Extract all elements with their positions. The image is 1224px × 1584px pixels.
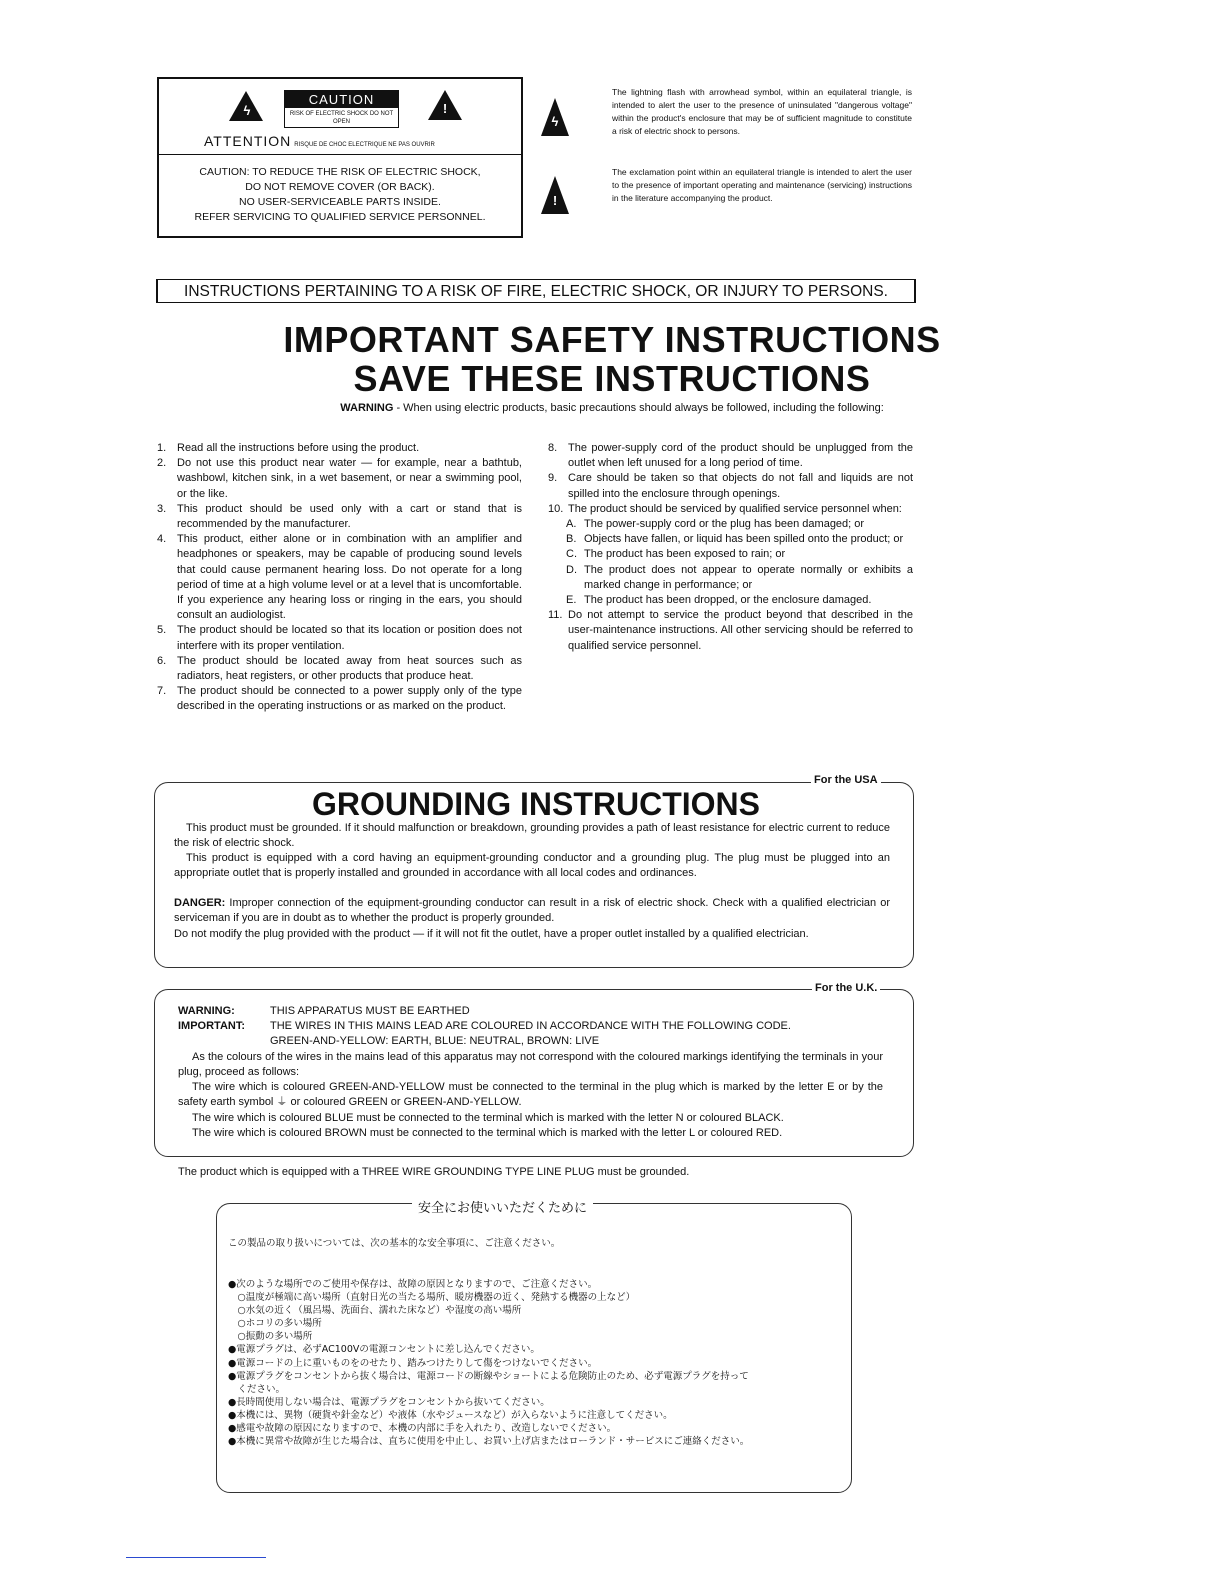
item-number: 5. xyxy=(157,624,167,637)
caution-line: REFER SERVICING TO QUALIFIED SERVICE PERSONNEL. xyxy=(194,211,486,223)
bottom-rule xyxy=(126,1557,266,1558)
instructions-bar: INSTRUCTIONS PERTAINING TO A RISK OF FIRE, ELECTRIC SHOCK, OR INJURY TO PERSONS. xyxy=(156,279,916,303)
japanese-line: ●次のような場所でのご使用や保存は、故障の原因となりますので、ご注意ください。 xyxy=(228,1279,598,1290)
grounding-paragraph: This product must be grounded. If it should malfunction or breakdown, grounding provides a path of least resistance for electric current to reduce the risk of electric shock. xyxy=(174,822,890,850)
sub-list-item xyxy=(566,532,913,547)
item-text: Do not use this product near water — for example, near a bathtub, washbowl, kitchen sink, in a wet basement, or near a swimming pool, or the like. xyxy=(177,457,522,500)
sub-list-item xyxy=(566,593,913,608)
lightning-explanation: The lightning flash with arrowhead symbol, within an equilateral triangle, is intended to alert the user to the presence of uninsulated "dangerous voltage" within the product's enclosure that may be of sufficient magnitude to constitute a risk of electric shock to persons. xyxy=(612,87,912,136)
warning-text: - When using electric products, basic precautions should always be followed, including the following: xyxy=(393,402,884,414)
item-text: Do not attempt to service the product beyond that described in the user-maintenance instructions. All other servicing should be referred to qualified service personnel. xyxy=(568,609,913,652)
warning-label: WARNING xyxy=(340,402,394,414)
uk-important-text: THE WIRES IN THIS MAINS LEAD ARE COLOURED IN ACCORDANCE WITH THE FOLLOWING CODE. xyxy=(270,1020,791,1032)
item-text: The product has been exposed to rain; or xyxy=(584,548,786,561)
japanese-line: ○ホコリの多い場所 xyxy=(228,1318,322,1330)
list-item xyxy=(157,456,522,502)
item-letter: B. xyxy=(566,533,577,546)
japanese-line: ○振動の多い場所 xyxy=(228,1331,313,1343)
caution-line: CAUTION: TO REDUCE THE RISK OF ELECTRIC SHOCK, xyxy=(199,166,481,178)
danger-text: Improper connection of the equipment-grounding conductor can result in a risk of electric shock. Check with a qualified electrician or serviceman if you are in doubt as to whether the product is properly grounded. xyxy=(174,897,890,925)
item-text: The power-supply cord or the plug has been damaged; or xyxy=(584,518,865,531)
item-number: 7. xyxy=(157,685,167,698)
uk-paragraph: The wire which is coloured BROWN must be connected to the terminal which is marked with the letter L or coloured RED. xyxy=(192,1127,783,1139)
uk-important-label: IMPORTANT: xyxy=(178,1020,246,1032)
japanese-line: ●本機に異常や故障が生じた場合は、直ちに使用を中止し、お買い上げ店またはローランド・サービスにご連絡ください。 xyxy=(228,1436,750,1448)
list-item xyxy=(157,441,522,456)
list-item xyxy=(157,654,522,684)
japanese-list xyxy=(228,1278,749,1448)
item-text: The product should be connected to a power supply only of the type described in the operating instructions or as marked on the product. xyxy=(177,685,522,713)
japanese-line: ○水気の近く（風呂場、洗面台、濡れた床など）や湿度の高い場所 xyxy=(228,1305,522,1317)
instructions-left-column xyxy=(157,441,522,715)
item-number: 8. xyxy=(548,442,558,454)
item-text: The product should be serviced by qualified service personnel when: xyxy=(568,502,902,515)
japanese-title: 安全にお使いいただくために xyxy=(412,1197,593,1216)
caution-line: NO USER-SERVICEABLE PARTS INSIDE. xyxy=(239,196,441,208)
caution-box xyxy=(157,77,523,238)
item-text: Objects have fallen, or liquid has been spilled onto the product; or xyxy=(584,533,904,546)
caution-label xyxy=(284,90,399,128)
page-title: IMPORTANT SAFETY INSTRUCTIONS xyxy=(283,319,941,360)
item-number: 9. xyxy=(548,472,558,485)
uk-warning-text: THIS APPARATUS MUST BE EARTHED xyxy=(270,1005,470,1017)
japanese-line: ●長時間使用しない場合は、電源プラグをコンセントから抜いてください。 xyxy=(228,1396,550,1408)
exclamation-explanation: The exclamation point within an equilateral triangle is intended to alert the user to the presence of important operating and maintenance (servicing) instructions in the literature accompanying the product. xyxy=(612,167,912,203)
attention-label: ATTENTION xyxy=(204,133,292,149)
item-text: This product should be used only with a cart or stand that is recommended by the manufacturer. xyxy=(177,502,522,531)
item-number: 4. xyxy=(157,533,167,546)
item-number: 2. xyxy=(157,457,167,470)
uk-important-text-2: GREEN-AND-YELLOW: EARTH, BLUE: NEUTRAL, BROWN: LIVE xyxy=(270,1035,600,1047)
list-item xyxy=(548,608,913,654)
caution-label-sub: RISK OF ELECTRIC SHOCK DO NOT OPEN xyxy=(289,111,394,125)
list-item xyxy=(157,684,522,714)
instructions-right-column xyxy=(548,441,913,654)
exclamation-mark-icon: ! xyxy=(442,101,448,116)
list-item xyxy=(157,502,522,532)
exclamation-mark-icon: ! xyxy=(552,193,558,208)
uk-paragraph: As the colours of the wires in the mains lead of this apparatus may not correspond with the coloured markings identifying the terminals in your plug, proceed as follows: xyxy=(178,1051,883,1079)
sub-list-item xyxy=(566,517,913,532)
item-number: 1. xyxy=(157,442,167,454)
uk-warning-label: WARNING: xyxy=(178,1005,235,1017)
grounding-paragraph: Do not modify the plug provided with the product — if it will not fit the outlet, have a proper outlet installed by a qualified electrician. xyxy=(174,928,809,940)
sub-list-item xyxy=(566,563,913,593)
japanese-line: ●感電や故障の原因になりますので、本機の内部に手を入れたり、改造しないでください。 xyxy=(228,1423,617,1435)
item-text: The product should be located so that its location or position does not interfere with its proper ventilation. xyxy=(177,624,522,652)
caution-line: DO NOT REMOVE COVER (OR BACK). xyxy=(245,181,435,193)
item-letter: E. xyxy=(566,594,577,607)
item-text: The product does not appear to operate normally or exhibits a marked change in performance; or xyxy=(584,563,913,591)
list-item xyxy=(548,471,913,501)
list-item xyxy=(548,502,913,608)
uk-paragraph: The wire which is coloured BLUE must be connected to the terminal which is marked with the letter N or coloured BLACK. xyxy=(192,1112,784,1124)
lightning-bolt-icon: ϟ xyxy=(551,114,559,129)
attention-line xyxy=(204,133,435,149)
item-text: Read all the instructions before using the product. xyxy=(177,442,420,454)
item-text: Care should be taken so that objects do not fall and liquids are not spilled into the enclosure through openings. xyxy=(568,472,913,500)
item-text: This product, either alone or in combination with an amplifier and headphones or speakers, may be capable of producing sound levels that could cause permanent hearing loss. Do not operate for a long period of time at a high volume level or at a level that is uncomfortable. If you experience any hearing loss or ringing in the ears, you should consult an audiologist. xyxy=(177,533,522,622)
list-item xyxy=(548,441,913,471)
item-letter: C. xyxy=(566,548,577,561)
warning-line xyxy=(0,402,1224,414)
grounding-paragraph: This product is equipped with a cord having an equipment-grounding conductor and a grounding plug. The plug must be plugged into an appropriate outlet that is properly installed and grounded in accordance with all local codes and ordinances. xyxy=(174,852,890,880)
item-letter: D. xyxy=(566,563,577,576)
uk-paragraph: The wire which is coloured GREEN-AND-YELLOW must be connected to the terminal in the plug which is marked by the letter E or by the safety earth symbol ⏚ or coloured GREEN or GREEN-AND-YELLOW. xyxy=(178,1081,883,1109)
caution-label-head: CAUTION xyxy=(285,91,398,108)
japanese-line: ●本機には、異物（硬貨や針金など）や液体（水やジュースなど）が入らないように注意してください。 xyxy=(228,1409,673,1421)
danger-label: DANGER: xyxy=(174,897,226,909)
caution-label-area xyxy=(159,79,521,155)
item-number: 11. xyxy=(548,609,563,622)
three-wire-note: The product which is equipped with a THREE WIRE GROUNDING TYPE LINE PLUG must be grounded. xyxy=(178,1166,690,1178)
japanese-line: ●電源プラグをコンセントから抜く場合は、電源コードの断線やショートによる危険防止のため、必ず電源プラグを持って xyxy=(228,1370,749,1382)
item-number: 10. xyxy=(548,502,564,515)
item-number: 3. xyxy=(157,502,167,515)
japanese-line: ○温度が極端に高い場所（直射日光の当たる場所、暖房機器の近く、発熱する機器の上など） xyxy=(228,1292,636,1304)
caution-text xyxy=(159,155,521,225)
japanese-line: ●電源プラグは、必ずAC100Vの電源コンセントに差し込んでください。 xyxy=(228,1344,540,1356)
japanese-line: ください。 xyxy=(228,1383,286,1395)
lightning-bolt-icon: ϟ xyxy=(243,103,251,118)
item-text: The product should be located away from heat sources such as radiators, heat registers, or other products that produce heat. xyxy=(177,654,522,683)
sub-list-item xyxy=(566,547,913,562)
grounding-title: GROUNDING INSTRUCTIONS xyxy=(312,786,760,822)
item-number: 6. xyxy=(157,654,167,667)
item-text: The power-supply cord of the product should be unplugged from the outlet when left unused for a long period of time. xyxy=(568,442,913,470)
item-letter: A. xyxy=(566,518,577,531)
attention-small: RISQUE DE CHOC ELECTRIQUE NE PAS OUVRIR xyxy=(294,142,435,148)
uk-tag: For the U.K. xyxy=(812,982,880,994)
danger-paragraph xyxy=(174,896,890,926)
japanese-line: ●電源コードの上に重いものをのせたり、踏みつけたりして傷をつけないでください。 xyxy=(228,1357,598,1369)
item-text: The product has been dropped, or the enclosure damaged. xyxy=(584,594,872,607)
usa-tag: For the USA xyxy=(811,774,881,786)
page-subtitle: SAVE THESE INSTRUCTIONS xyxy=(353,358,871,399)
list-item xyxy=(157,532,522,623)
list-item xyxy=(157,623,522,653)
japanese-intro: この製品の取り扱いについては、次の基本的な安全事項に、ご注意ください。 xyxy=(228,1238,561,1249)
